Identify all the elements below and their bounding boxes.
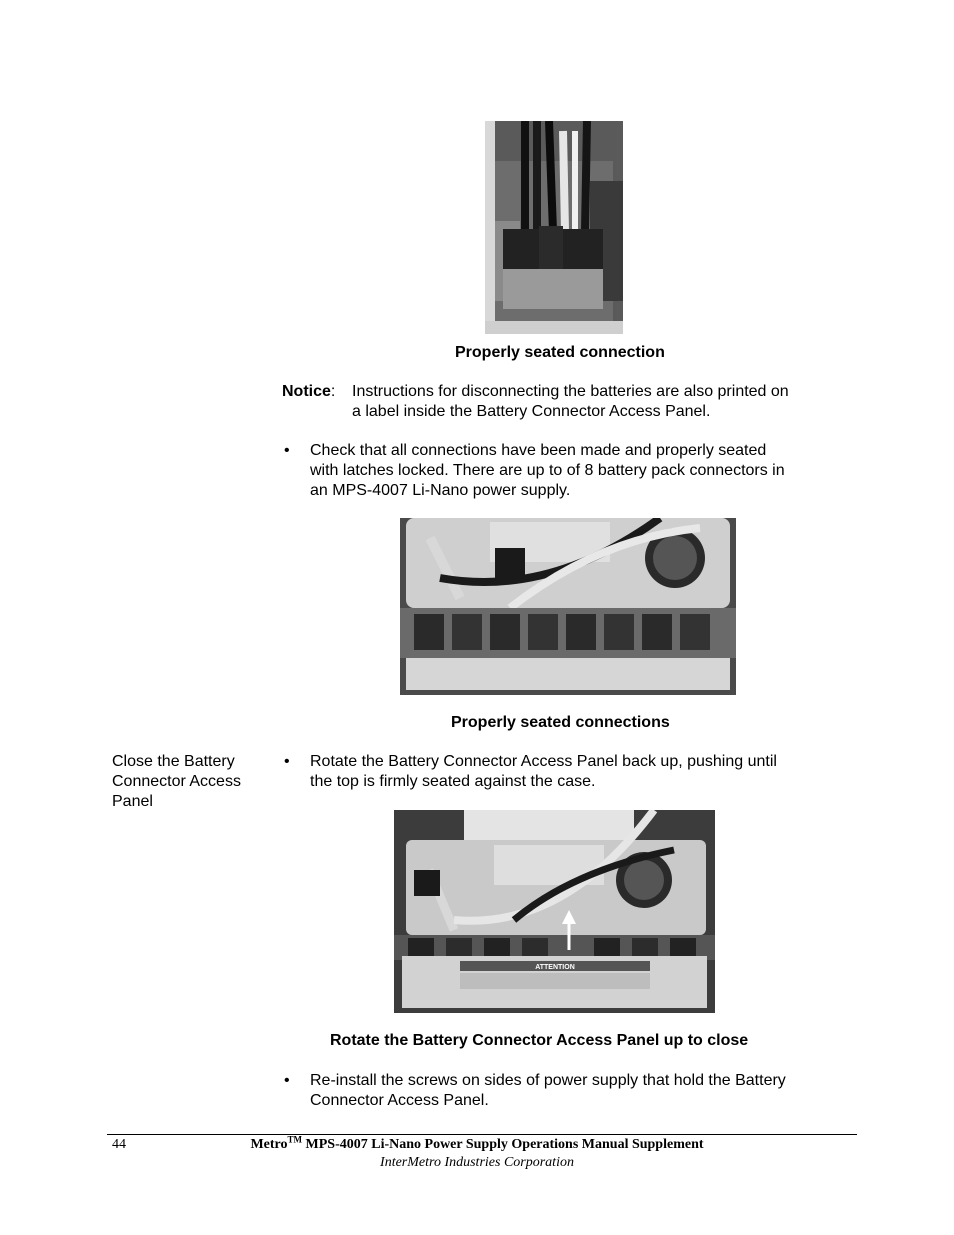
notice-line-1: Instructions for disconnecting the batteries are also printed on (352, 383, 789, 400)
bullet-marker: • (284, 753, 290, 770)
connector-closeup-illustration (485, 121, 623, 334)
notice-line-2: a label inside the Battery Connector Access Panel. (352, 403, 711, 420)
attention-label-text: ATTENTION (535, 964, 575, 971)
connector-closeup-photo (485, 121, 623, 334)
page-number: 44 (112, 1137, 126, 1152)
bullet-2-line-2: the top is firmly seated against the case. (310, 773, 596, 790)
bullet-3-line-2: Connector Access Panel. (310, 1092, 489, 1109)
side-heading-close-panel (112, 752, 272, 812)
bullet-check-connections (284, 441, 850, 501)
footer-divider (107, 1134, 857, 1135)
side-heading-line-1: Close the Battery (112, 753, 235, 770)
access-panel-illustration (394, 810, 715, 1013)
footer-brand: Metro (250, 1137, 288, 1152)
bullet-1-line-1: Check that all connections have been made and properly seated (310, 442, 767, 459)
bullet-1-line-2: with latches locked. There are up to of 8 battery pack connectors in (310, 462, 785, 479)
notice-text (352, 382, 852, 422)
footer-company: InterMetro Industries Corporation (380, 1155, 574, 1170)
bullet-rotate-panel (284, 752, 850, 792)
footer-title (0, 1136, 954, 1154)
bullet-reinstall-screws (284, 1071, 850, 1111)
side-heading-line-2: Connector Access (112, 773, 241, 790)
bullet-marker: • (284, 442, 290, 459)
caption-properly-seated-connections: Properly seated connections (451, 714, 670, 731)
connectors-row-photo (400, 518, 736, 695)
notice-label: Notice (282, 383, 331, 400)
bullet-1-line-3: an MPS-4007 Li-Nano power supply. (310, 482, 571, 499)
bullet-3-line-1: Re-install the screws on sides of power supply that hold the Battery (310, 1072, 786, 1089)
footer-title-rest: MPS-4007 Li-Nano Power Supply Operations Manual Supplement (302, 1137, 704, 1152)
caption-properly-seated-connection: Properly seated connection (455, 344, 665, 361)
bullet-marker: • (284, 1072, 290, 1089)
notice-colon: : (330, 383, 336, 400)
access-panel-photo (394, 810, 715, 1013)
connectors-row-illustration (400, 518, 736, 695)
footer-trademark: TM (287, 1134, 303, 1145)
side-heading-line-3: Panel (112, 793, 153, 810)
caption-rotate-panel: Rotate the Battery Connector Access Panel up to close (330, 1032, 749, 1049)
bullet-2-line-1: Rotate the Battery Connector Access Panel back up, pushing until (310, 753, 777, 770)
